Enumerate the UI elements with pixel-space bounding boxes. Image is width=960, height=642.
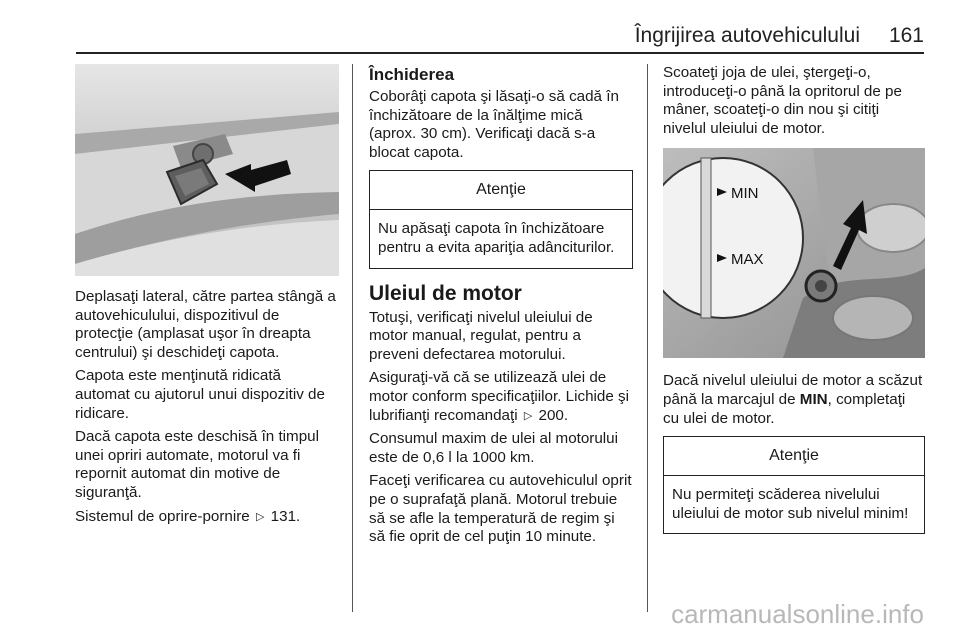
paragraph-move-latch: Deplasaţi lateral, către partea stângă a autovehiculului, dispozitivul de protecţie (amplasat uşor în dreapta centrului) şi deschideţi capota.: [75, 288, 336, 361]
page-title: Îngrijirea autovehiculului: [634, 24, 860, 47]
closing-heading: Închiderea: [369, 65, 455, 84]
hood-latch-illustration: [75, 64, 339, 276]
paragraph-stop-start-ref: [75, 508, 339, 527]
oil-paragraph-check: Totuşi, verificaţi nivelul uleiului de motor manual, regulat, pentru a preveni defectarea motorului.: [369, 308, 593, 363]
dipstick-instructions: Scoateţi joja de ulei, ştergeţi-o, introduceţi-o până la opritorul de pe mâner, scoateţi-o din nou şi citiţi nivelul uleiului de motor.: [663, 64, 902, 137]
oil-heading: Uleiul de motor: [369, 281, 522, 305]
oil-paragraph-spec: [369, 369, 633, 425]
watermark: carmanualsonline.info: [671, 599, 924, 629]
ref-page[interactable]: 131.: [270, 507, 301, 525]
header-rule: [76, 52, 924, 54]
min-label: MIN: [731, 185, 759, 203]
notice-box-dents: [369, 170, 633, 268]
paragraph-auto-restart: Dacă capota este deschisă în timpul unei opriri automate, motorul va fi repornit automat din motive de siguranţă.: [75, 428, 319, 501]
min-level-paragraph: [663, 372, 925, 428]
page-number: 161: [888, 24, 924, 47]
middle-column: [369, 64, 633, 552]
notice-text: Nu permiteţi scăderea nivelului uleiului de motor sub nivelul minim!: [672, 486, 909, 522]
dipstick-illustration: [663, 148, 925, 358]
paragraph-hood-lift: Capota este menţinută ridicată automat cu ajutorul unui dispozitiv de ridicare.: [75, 367, 325, 422]
page-reference-icon: ▷: [255, 510, 265, 523]
oil-paragraph-procedure: Faceţi verificarea cu autovehiculul oprit pe o suprafaţă plană. Motorul trebuie să se afle la temperatură de regim şi să fie oprit de cel puţin 10 minute.: [369, 472, 632, 546]
dipstick-drawing: [663, 148, 925, 358]
notice-title: Atenţie: [664, 437, 924, 476]
ref-label: Sistemul de oprire-pornire: [75, 507, 250, 525]
page-header: [0, 0, 960, 62]
left-column: [75, 64, 339, 531]
min-level-text-before: Dacă nivelul uleiului de motor a scăzut până la marcajul de: [663, 372, 923, 408]
column-divider-left: [352, 64, 353, 612]
closing-paragraph: Coborâţi capota şi lăsaţi-o să cadă în închizătoare de la înălţime mică (aprox. 30 cm). Verificaţi dacă s-a blocat capota.: [369, 88, 619, 161]
max-label: MAX: [731, 251, 764, 269]
column-divider-right: [647, 64, 648, 612]
notice-box-min-level: [663, 436, 925, 534]
notice-title: Atenţie: [370, 171, 632, 210]
hood-latch-drawing: [75, 64, 339, 276]
min-mark: MIN: [799, 390, 828, 408]
right-column: [663, 64, 925, 546]
min-level-text-after: , completaţi cu ulei de motor.: [663, 390, 906, 427]
oil-spec-page[interactable]: 200.: [538, 406, 569, 424]
oil-paragraph-consumption: Consumul maxim de ulei al motorului este de 0,6 l la 1000 km.: [369, 430, 619, 466]
page-reference-icon: ▷: [523, 409, 533, 422]
oil-spec-text: Asiguraţi-vă că se utilizează ulei de motor conform specificaţiilor. Lichide şi lubrifianţi recomandaţi: [369, 369, 629, 424]
notice-text: Nu apăsaţi capota în închizătoare pentru a evita apariţia adânciturilor.: [378, 220, 615, 256]
